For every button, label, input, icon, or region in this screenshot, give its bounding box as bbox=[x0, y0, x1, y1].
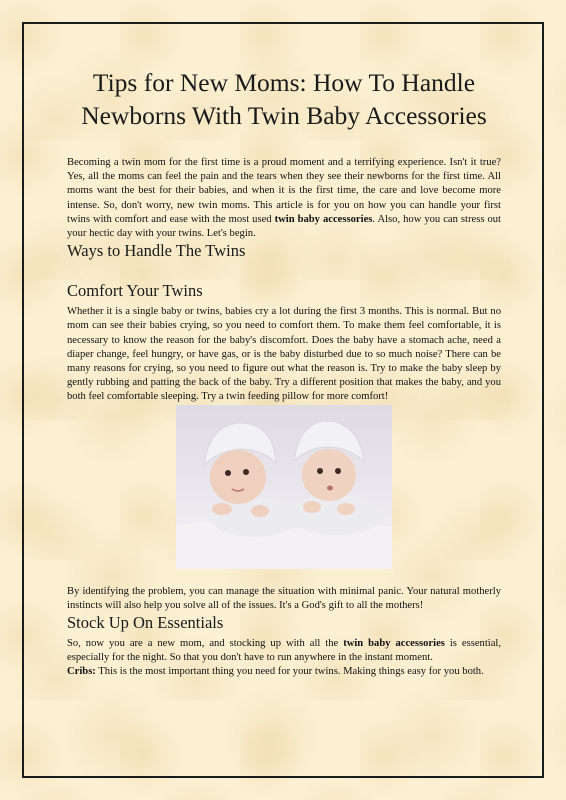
heading-stock-up: Stock Up On Essentials bbox=[67, 613, 224, 633]
comfort-paragraph: Whether it is a single baby or twins, babies cry a lot during the first 3 months. This is normal. But no mom can see their babies crying, so you need to comfort them. To make them feel comfortable, it is necessary to know the reason for the baby's discomfort. Does the baby have a stomach ache, need a diaper change, feel hungry, or have gas, or is the baby disturbed due to so much noise? There can be many reasons for crying, so you need to figure out what the reason is. Try to make the baby sleep by gently rubbing and patting the back of the baby. Try a different position that makes the baby, and you both feel comfortable sleeping. Try a twin feeding pillow for more comfort! bbox=[67, 306, 501, 403]
heading-comfort-twins: Comfort Your Twins bbox=[67, 281, 203, 301]
stock-text-end: is essential, especially for the night. So that you don't have to run anywhere in the instant moment. bbox=[67, 638, 501, 664]
stock-keyword: twin baby accessories bbox=[343, 638, 445, 650]
article bbox=[67, 66, 501, 680]
intro-text-end: . Also, how you can stress out your hectic day with your twins. Let's begin. bbox=[67, 213, 501, 240]
twin-babies-illustration bbox=[176, 405, 392, 569]
intro-text-start: Becoming a twin mom for the first time is a proud moment and a terrifying experience. Isn't it true? Yes, all the moms can feel the pain and the tears when they see their newborns for the first time. All moms want the best for their babies, and when it is the first time, the care and love become more intense. So, don't worry, new twin moms. This article is for you on how you can handle your first twins with comfort and ease with the most used bbox=[67, 157, 501, 225]
stock-paragraph bbox=[67, 637, 501, 665]
stock-text-start: So, now you are a new mom, and stocking up with all the bbox=[67, 638, 344, 650]
instincts-paragraph: By identifying the problem, you can manage the situation with minimal panic. Your natural motherly instincts will also help you solve all of the issues. It's a God's gift to all the mothers! bbox=[67, 585, 501, 611]
intro-keyword: twin baby accessories bbox=[274, 213, 373, 225]
heading-ways-to-handle: Ways to Handle The Twins bbox=[67, 241, 246, 261]
twin-babies-photo bbox=[176, 405, 392, 569]
cribs-label: Cribs: bbox=[67, 666, 96, 678]
page-title: Tips for New Moms: How To Handle Newborns With Twin Baby Accessories bbox=[81, 68, 487, 130]
intro-paragraph bbox=[67, 156, 501, 241]
cribs-paragraph bbox=[67, 665, 501, 679]
cribs-text: This is the most important thing you need for your twins. Making things easy for you both. bbox=[95, 666, 484, 678]
